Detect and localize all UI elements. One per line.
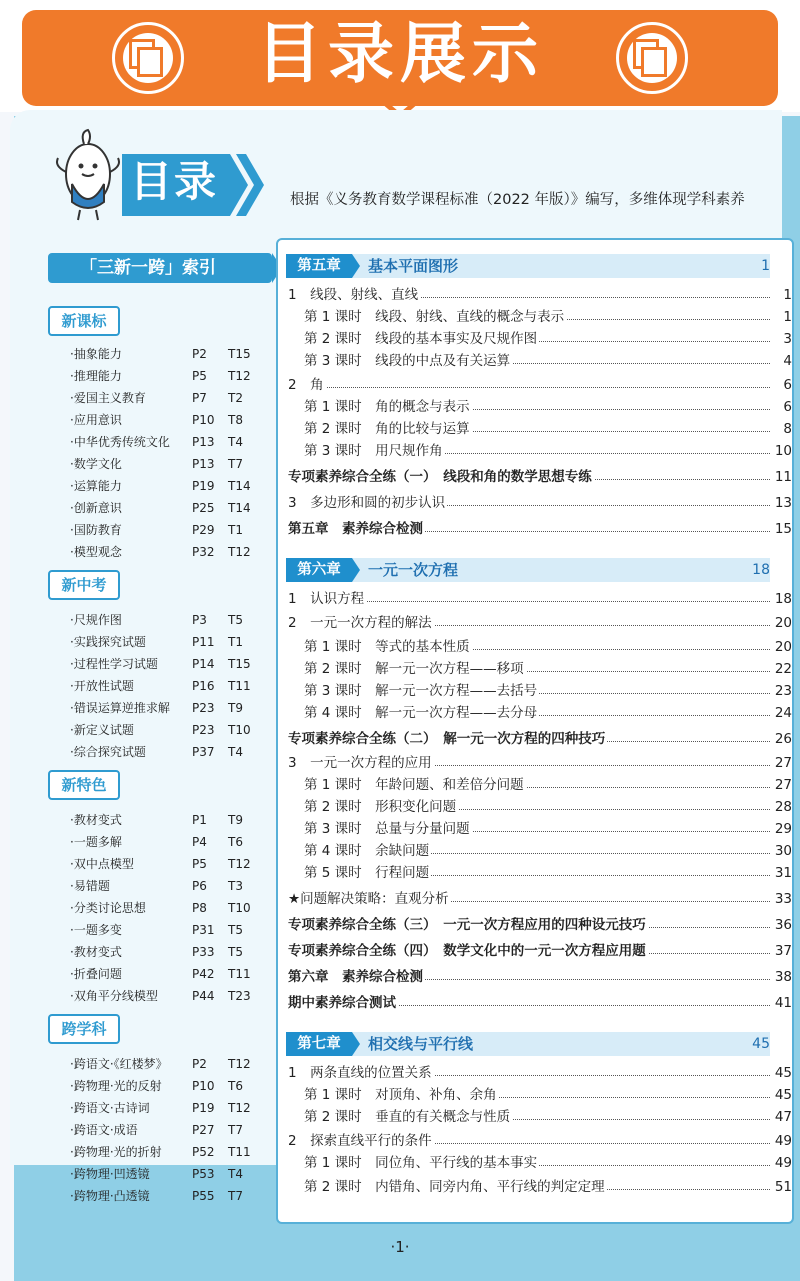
index-row: ·国防教育 P29 T1 bbox=[70, 523, 243, 537]
index-row: ·分类讨论思想 P8 T10 bbox=[70, 901, 251, 915]
index-row: ·跨物理·光的折射 P52 T11 bbox=[70, 1145, 251, 1159]
index-row: ·数学文化 P13 T7 bbox=[70, 457, 243, 471]
toc-entry[interactable]: 第六章 素养综合检测 38 bbox=[288, 966, 770, 988]
toc-entry[interactable]: 第 2 课时 垂直的有关概念与性质 47 bbox=[304, 1106, 770, 1128]
toc-entry[interactable]: 3 一元一次方程的应用 27 bbox=[288, 752, 770, 774]
toc-entry[interactable]: 第 2 课时 内错角、同旁内角、平行线的判定定理 51 bbox=[304, 1176, 770, 1198]
index-row: ·过程性学习试题 P14 T15 bbox=[70, 657, 251, 671]
toc-entry[interactable]: 第 2 课时 解一元一次方程——移项 22 bbox=[304, 658, 770, 680]
toc-entry[interactable]: 专项素养综合全练（四） 数学文化中的一元一次方程应用题 37 bbox=[288, 940, 770, 962]
mascot-icon bbox=[48, 122, 128, 222]
toc-entry[interactable]: 第 3 课时 线段的中点及有关运算 4 bbox=[304, 350, 770, 372]
toc-entry[interactable]: 第 2 课时 形积变化问题 28 bbox=[304, 796, 770, 818]
toc-entry[interactable]: 第 3 课时 解一元一次方程——去括号 23 bbox=[304, 680, 770, 702]
index-header: 「三新一跨」索引 bbox=[48, 253, 272, 283]
index-row: ·实践探究试题 P11 T1 bbox=[70, 635, 243, 649]
index-row: ·开放性试题 P16 T11 bbox=[70, 679, 251, 693]
index-row: ·跨物理·凹透镜 P53 T4 bbox=[70, 1167, 243, 1181]
index-row: ·一题多变 P31 T5 bbox=[70, 923, 243, 937]
index-row: ·跨物理·凸透镜 P55 T7 bbox=[70, 1189, 243, 1203]
banner-title: 目录展示 bbox=[256, 15, 544, 92]
toc-entry[interactable]: 第 3 课时 用尺规作角 10 bbox=[304, 440, 770, 462]
index-row: ·双角平分线模型 P44 T23 bbox=[70, 989, 251, 1003]
index-row: ·跨语文·古诗词 P19 T12 bbox=[70, 1101, 251, 1115]
index-row: ·新定义试题 P23 T10 bbox=[70, 723, 251, 737]
toc-entry[interactable]: 第 4 课时 解一元一次方程——去分母 24 bbox=[304, 702, 770, 724]
index-row: ·应用意识 P10 T8 bbox=[70, 413, 243, 427]
category-xintese: 新特色 bbox=[48, 770, 120, 800]
toc-entry[interactable]: 2 角 6 bbox=[288, 374, 770, 396]
toc-entry[interactable]: 专项素养综合全练（二） 解一元一次方程的四种技巧 26 bbox=[288, 728, 770, 750]
toc-entry[interactable]: 第 2 课时 角的比较与运算 8 bbox=[304, 418, 770, 440]
index-row: ·推理能力 P5 T12 bbox=[70, 369, 251, 383]
index-row: ·中华优秀传统文化 P13 T4 bbox=[70, 435, 243, 449]
toc-entry[interactable]: 第 1 课时 年龄问题、和差倍分问题 27 bbox=[304, 774, 770, 796]
page-number: ·1· bbox=[390, 1238, 410, 1256]
index-row: ·跨语文·《红楼梦》 P2 T12 bbox=[70, 1057, 251, 1071]
index-row: ·跨物理·光的反射 P10 T6 bbox=[70, 1079, 243, 1093]
index-row: ·爱国主义教育 P7 T2 bbox=[70, 391, 243, 405]
category-xinkebiao: 新课标 bbox=[48, 306, 120, 336]
index-row: ·错误运算逆推求解 P23 T9 bbox=[70, 701, 243, 715]
toc-entry[interactable]: 2 一元一次方程的解法 20 bbox=[288, 612, 770, 634]
category-kuaxueke: 跨学科 bbox=[48, 1014, 120, 1044]
index-row: ·模型观念 P32 T12 bbox=[70, 545, 251, 559]
chapter-7-header[interactable]: 第七章 相交线与平行线 45 bbox=[286, 1032, 770, 1056]
toc-entry[interactable]: 1 两条直线的位置关系 45 bbox=[288, 1062, 770, 1084]
toc-entry[interactable]: 第 1 课时 对顶角、补角、余角 45 bbox=[304, 1084, 770, 1106]
index-row: ·运算能力 P19 T14 bbox=[70, 479, 251, 493]
index-row: ·一题多解 P4 T6 bbox=[70, 835, 243, 849]
toc-entry[interactable]: 第 1 课时 线段、射线、直线的概念与表示 1 bbox=[304, 306, 770, 328]
toc-entry[interactable]: 1 认识方程 18 bbox=[288, 588, 770, 610]
toc-entry[interactable]: 期中素养综合测试 41 bbox=[288, 992, 770, 1014]
index-row: ·尺规作图 P3 T5 bbox=[70, 613, 243, 627]
toc-entry[interactable]: 第五章 素养综合检测 15 bbox=[288, 518, 770, 540]
index-row: ·易错题 P6 T3 bbox=[70, 879, 243, 893]
index-row: ·创新意识 P25 T14 bbox=[70, 501, 251, 515]
toc-entry[interactable]: 3 多边形和圆的初步认识 13 bbox=[288, 492, 770, 514]
chapter-5-header[interactable]: 第五章 基本平面图形 1 bbox=[286, 254, 770, 278]
toc-entry[interactable]: 第 1 课时 等式的基本性质 20 bbox=[304, 636, 770, 658]
index-row: ·双中点模型 P5 T12 bbox=[70, 857, 251, 871]
toc-entry[interactable]: 1 线段、射线、直线 1 bbox=[288, 284, 770, 306]
toc-entry[interactable]: 2 探索直线平行的条件 49 bbox=[288, 1130, 770, 1152]
chapter-6-header[interactable]: 第六章 一元一次方程 18 bbox=[286, 558, 770, 582]
index-row: ·折叠问题 P42 T11 bbox=[70, 967, 251, 981]
toc-entry[interactable]: ★问题解决策略：直观分析 33 bbox=[288, 888, 770, 910]
index-row: ·跨语文·成语 P27 T7 bbox=[70, 1123, 243, 1137]
category-xinzhongkao: 新中考 bbox=[48, 570, 120, 600]
mulu-title: 目录 bbox=[130, 157, 219, 206]
toc-entry[interactable]: 第 2 课时 线段的基本事实及尺规作图 3 bbox=[304, 328, 770, 350]
toc-entry[interactable]: 专项素养综合全练（三） 一元一次方程应用的四种设元技巧 36 bbox=[288, 914, 770, 936]
index-row: ·抽象能力 P2 T15 bbox=[70, 347, 251, 361]
subtitle: 根据《义务教育数学课程标准（2022 年版）》编写，多维体现学科素养 bbox=[290, 192, 745, 208]
index-row: ·教材变式 P1 T9 bbox=[70, 813, 243, 827]
toc-entry[interactable]: 第 5 课时 行程问题 31 bbox=[304, 862, 770, 884]
toc-entry[interactable]: 第 4 课时 余缺问题 30 bbox=[304, 840, 770, 862]
index-row: ·综合探究试题 P37 T4 bbox=[70, 745, 243, 759]
toc-entry[interactable]: 专项素养综合全练（一） 线段和角的数学思想专练 11 bbox=[288, 466, 770, 488]
toc-entry[interactable]: 第 1 课时 角的概念与表示 6 bbox=[304, 396, 770, 418]
top-banner bbox=[0, 0, 800, 112]
index-row: ·教材变式 P33 T5 bbox=[70, 945, 243, 959]
toc-entry[interactable]: 第 1 课时 同位角、平行线的基本事实 49 bbox=[304, 1152, 770, 1174]
toc-entry[interactable]: 第 3 课时 总量与分量问题 29 bbox=[304, 818, 770, 840]
